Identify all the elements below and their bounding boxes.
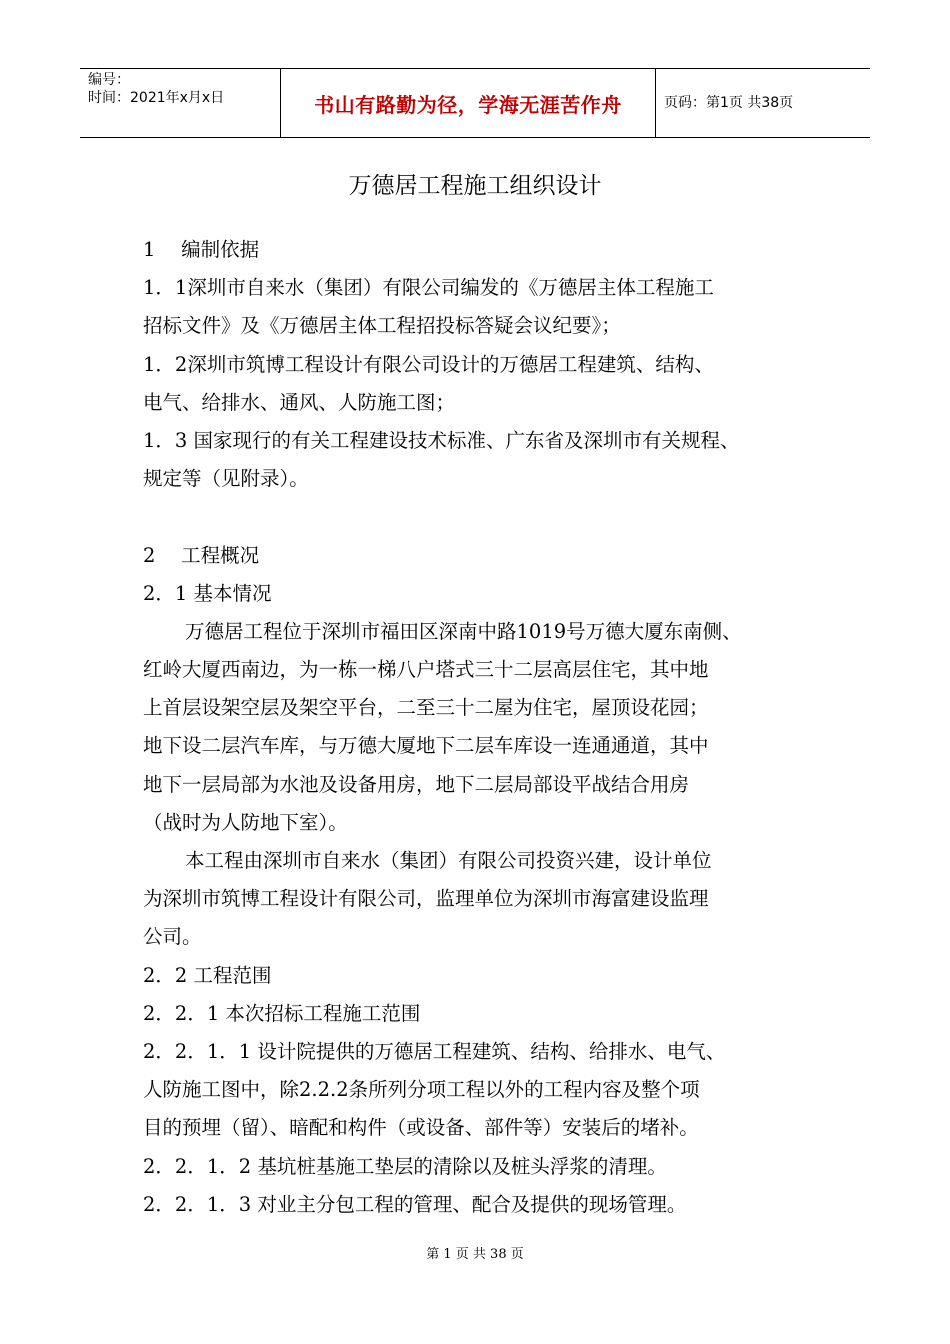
subheading-2-2-1: 2．2．1 本次招标工程施工范围: [143, 1001, 421, 1025]
header-motto-cell: [281, 69, 656, 137]
paragraph-line: 万德居工程位于深圳市福田区深南中路1019号万德大厦东南侧、: [185, 619, 742, 643]
paragraph-line: 地下一层局部为水池及设备用房，地下二层局部设平战结合用房: [143, 772, 690, 796]
header-table: [80, 68, 870, 138]
header-page-cell: [656, 69, 870, 137]
paragraph-line: 公司。: [143, 925, 202, 949]
paragraph-line: 1．2深圳市筑博工程设计有限公司设计的万德居工程建筑、结构、: [143, 352, 714, 376]
paragraph-line: 本工程由深圳市自来水（集团）有限公司投资兴建，设计单位: [185, 849, 712, 872]
document-body: [143, 231, 823, 1224]
paragraph-line: 规定等（见附录）。: [143, 467, 309, 491]
paragraph-line: 人防施工图中，除2.2.2条所列分项工程以外的工程内容及整个项: [143, 1078, 700, 1102]
motto-text: 书山有路勤为径，学海无涯苦作舟: [314, 92, 622, 117]
document-title: 万德居工程施工组织设计: [348, 173, 602, 199]
paragraph-line: 招标文件》及《万德居主体工程招投标答疑会议纪要》；: [143, 314, 621, 338]
paragraph-line: 1．3 国家现行的有关工程建设技术标准、广东省及深圳市有关规程、: [143, 428, 740, 452]
page-footer: 第 1 页 共 38 页: [426, 1247, 524, 1262]
header-meta-cell: [80, 69, 281, 137]
paragraph-line: 2．2．1．2 基坑桩基施工垫层的清除以及桩头浮浆的清理。: [143, 1154, 667, 1178]
paragraph-line: 上首层设架空层及架空平台，二至三十二屋为住宅，屋顶设花园；: [143, 696, 709, 720]
paragraph-line: 地下设二层汽车库，与万德大厦地下二层车库设一连通通道，其中: [143, 734, 709, 758]
paragraph-line: 2．2．1．3 对业主分包工程的管理、配合及提供的现场管理。: [143, 1192, 687, 1216]
paragraph-line: 2．2．1．1 设计院提供的万德居工程建筑、结构、给排水、电气、: [143, 1039, 726, 1063]
serial-label: 编号：: [88, 72, 130, 88]
paragraph-line: 电气、给排水、通风、人防施工图；: [143, 390, 456, 414]
paragraph-line: （战时为人防地下室）。: [143, 810, 348, 834]
page-info: 页码：第1页 共38页: [664, 94, 794, 111]
paragraph-line: 目的预埋（留）、暗配和构件（或设备、部件等）安装后的堵补。: [143, 1116, 699, 1140]
subheading-2-1: 2．1 基本情况: [143, 581, 272, 605]
heading-2: 2 工程概况: [143, 543, 260, 567]
subheading-2-2: 2．2 工程范围: [143, 963, 272, 987]
heading-1: 1 编制依据: [143, 238, 260, 261]
blank-line: [143, 498, 823, 536]
time-label: 时间：2021年x月x日: [88, 90, 225, 106]
paragraph-line: 1．1深圳市自来水（集团）有限公司编发的《万德居主体工程施工: [143, 276, 714, 300]
paragraph-line: 红岭大厦西南边，为一栋一梯八户塔式三十二层高层住宅，其中地: [143, 658, 709, 682]
paragraph-line: 为深圳市筑博工程设计有限公司，监理单位为深圳市海富建设监理: [143, 887, 709, 911]
